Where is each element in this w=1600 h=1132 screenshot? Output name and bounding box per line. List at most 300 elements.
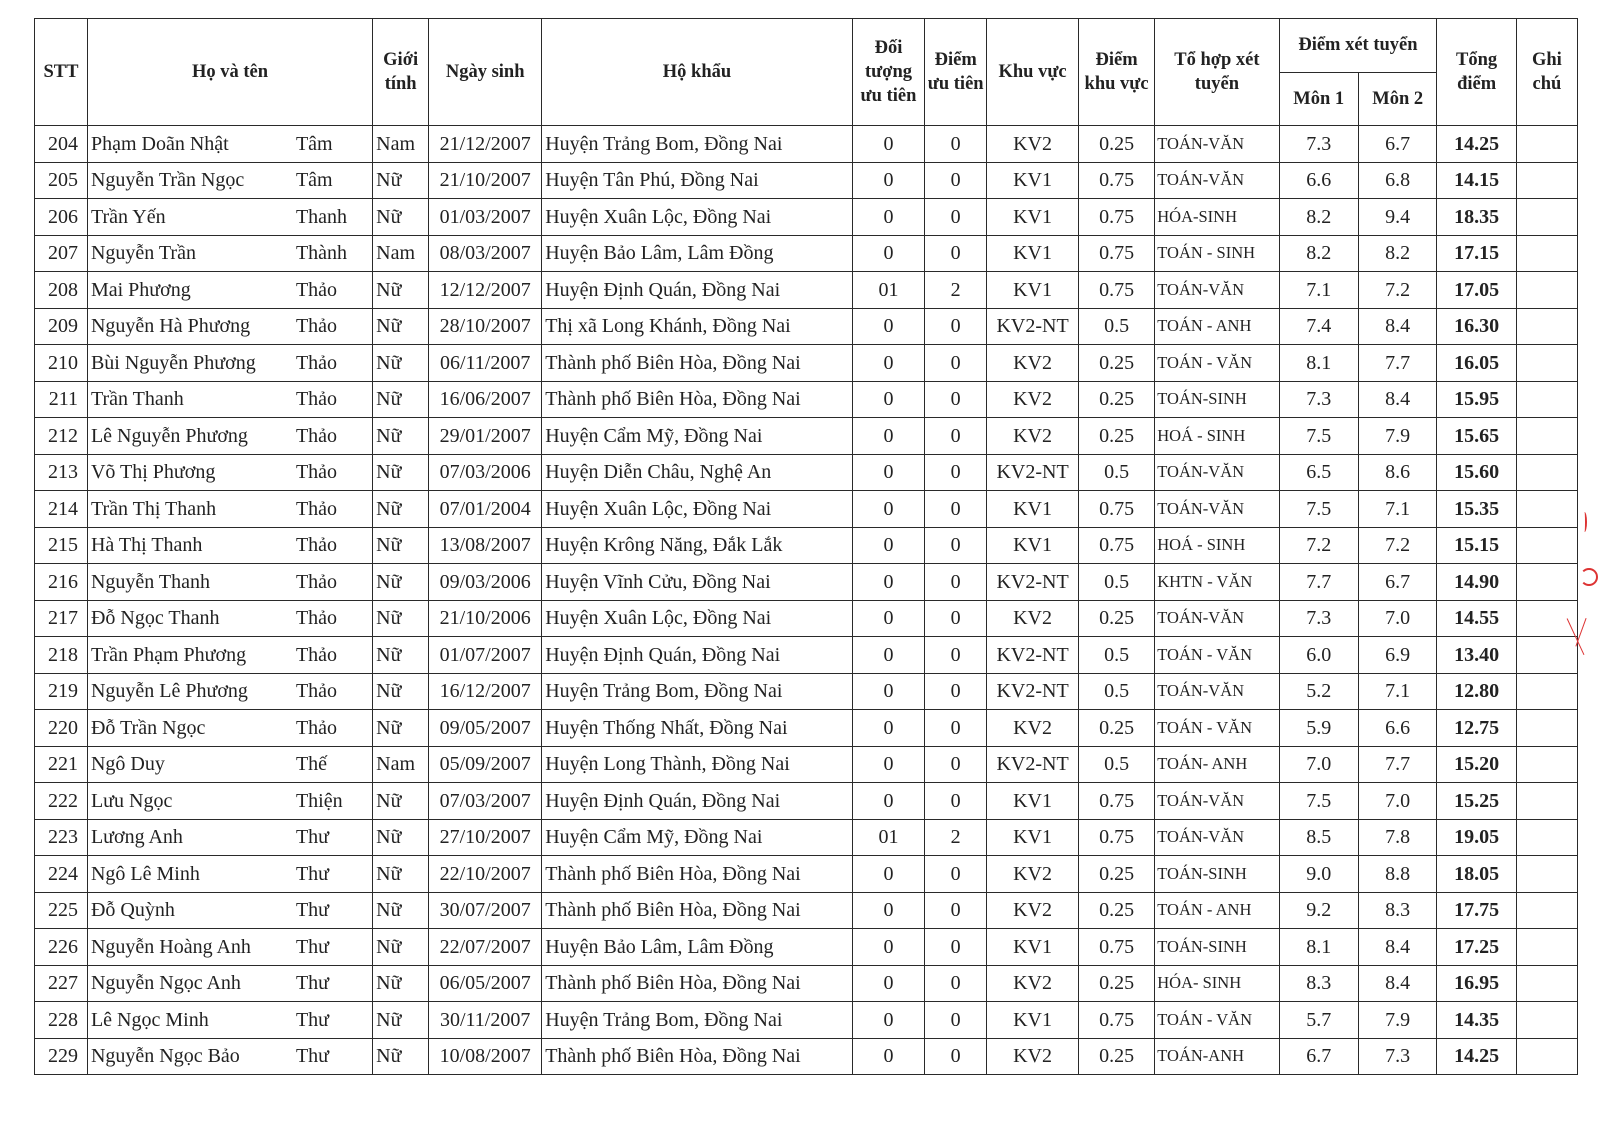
- cell-region: KV2: [987, 381, 1079, 418]
- cell-sex: Nữ: [373, 308, 429, 345]
- cell-subject2: 8.2: [1358, 235, 1436, 272]
- cell-stt: 224: [35, 856, 88, 893]
- cell-priority-points: 0: [925, 1002, 987, 1039]
- cell-priority-group: 0: [852, 929, 924, 966]
- cell-combo: TOÁN-VĂN: [1155, 600, 1279, 637]
- cell-combo: TOÁN-VĂN: [1155, 673, 1279, 710]
- cell-priority-points: 0: [925, 345, 987, 382]
- cell-total: 17.25: [1437, 929, 1516, 966]
- cell-name: [87, 381, 372, 418]
- cell-sex: Nữ: [373, 892, 429, 929]
- cell-dob: 21/12/2007: [429, 126, 542, 163]
- cell-stt: 205: [35, 162, 88, 199]
- cell-priority-group: 0: [852, 710, 924, 747]
- cell-region: KV2-NT: [987, 564, 1079, 601]
- header-combo: Tổ hợp xét tuyển: [1155, 19, 1279, 126]
- cell-region-points: 0.75: [1078, 491, 1154, 528]
- table-row: [35, 162, 1578, 199]
- cell-address: Huyện Tân Phú, Đồng Nai: [542, 162, 853, 199]
- table-row: [35, 1038, 1578, 1075]
- cell-region-points: 0.75: [1078, 1002, 1154, 1039]
- header-region-points: Điểm khu vực: [1078, 19, 1154, 126]
- cell-stt: 213: [35, 454, 88, 491]
- cell-dob: 30/07/2007: [429, 892, 542, 929]
- cell-sex: Nữ: [373, 162, 429, 199]
- cell-combo: HOÁ - SINH: [1155, 527, 1279, 564]
- cell-region-points: 0.25: [1078, 1038, 1154, 1075]
- cell-stt: 218: [35, 637, 88, 674]
- cell-address: Huyện Diễn Châu, Nghệ An: [542, 454, 853, 491]
- cell-region-points: 0.5: [1078, 637, 1154, 674]
- cell-sex: Nữ: [373, 783, 429, 820]
- cell-combo: TOÁN - VĂN: [1155, 637, 1279, 674]
- cell-name: [87, 345, 372, 382]
- table-row: [35, 272, 1578, 309]
- cell-address: Huyện Vĩnh Cửu, Đồng Nai: [542, 564, 853, 601]
- cell-region: KV2: [987, 710, 1079, 747]
- table-row: [35, 929, 1578, 966]
- cell-total: 16.05: [1437, 345, 1516, 382]
- cell-address: Thành phố Biên Hòa, Đồng Nai: [542, 892, 853, 929]
- cell-dob: 07/03/2007: [429, 783, 542, 820]
- cell-name: [87, 929, 372, 966]
- surname: Lê Ngọc Minh: [90, 1008, 209, 1031]
- given-name: Thảo: [295, 716, 338, 739]
- cell-subject1: 5.2: [1279, 673, 1358, 710]
- cell-priority-group: 0: [852, 308, 924, 345]
- cell-priority-points: 0: [925, 491, 987, 528]
- cell-total: 15.95: [1437, 381, 1516, 418]
- given-name: Thảo: [295, 497, 338, 520]
- cell-dob: 21/10/2007: [429, 162, 542, 199]
- cell-priority-group: 0: [852, 673, 924, 710]
- cell-priority-group: 0: [852, 235, 924, 272]
- header-dob: Ngày sinh: [429, 19, 542, 126]
- surname: Đỗ Ngọc Thanh: [90, 607, 220, 630]
- cell-stt: 207: [35, 235, 88, 272]
- surname: Phạm Doãn Nhật: [90, 132, 229, 155]
- cell-subject2: 7.7: [1358, 345, 1436, 382]
- cell-subject2: 7.2: [1358, 272, 1436, 309]
- cell-subject2: 6.6: [1358, 710, 1436, 747]
- cell-combo: HOÁ - SINH: [1155, 418, 1279, 455]
- cell-name: [87, 126, 372, 163]
- cell-sex: Nữ: [373, 491, 429, 528]
- surname: Nguyễn Hà Phương: [90, 315, 251, 338]
- cell-address: Thành phố Biên Hòa, Đồng Nai: [542, 965, 853, 1002]
- cell-region: KV1: [987, 162, 1079, 199]
- cell-subject2: 7.0: [1358, 783, 1436, 820]
- cell-total: 15.20: [1437, 746, 1516, 783]
- cell-priority-group: 0: [852, 1002, 924, 1039]
- cell-sex: Nữ: [373, 965, 429, 1002]
- cell-name: [87, 856, 372, 893]
- cell-region-points: 0.25: [1078, 856, 1154, 893]
- cell-region-points: 0.5: [1078, 673, 1154, 710]
- table-row: [35, 783, 1578, 820]
- given-name: Thành: [295, 242, 348, 265]
- cell-dob: 09/03/2006: [429, 564, 542, 601]
- cell-total: 17.75: [1437, 892, 1516, 929]
- surname: Ngô Duy: [90, 753, 165, 776]
- cell-dob: 06/11/2007: [429, 345, 542, 382]
- cell-region-points: 0.25: [1078, 710, 1154, 747]
- cell-priority-points: 0: [925, 710, 987, 747]
- cell-region-points: 0.75: [1078, 783, 1154, 820]
- given-name: Thư: [295, 826, 330, 849]
- cell-address: Huyện Thống Nhất, Đồng Nai: [542, 710, 853, 747]
- cell-region: KV2: [987, 600, 1079, 637]
- given-name: Thảo: [295, 351, 338, 374]
- cell-priority-points: 0: [925, 235, 987, 272]
- cell-sex: Nữ: [373, 527, 429, 564]
- cell-region: KV1: [987, 929, 1079, 966]
- given-name: Thảo: [295, 315, 338, 338]
- cell-region: KV2: [987, 965, 1079, 1002]
- cell-note: [1516, 892, 1577, 929]
- cell-sex: Nữ: [373, 199, 429, 236]
- cell-priority-group: 0: [852, 783, 924, 820]
- cell-priority-points: 2: [925, 819, 987, 856]
- cell-note: [1516, 1038, 1577, 1075]
- cell-priority-points: 0: [925, 527, 987, 564]
- cell-subject2: 7.9: [1358, 1002, 1436, 1039]
- table-row: [35, 892, 1578, 929]
- cell-region-points: 0.5: [1078, 564, 1154, 601]
- cell-subject1: 9.0: [1279, 856, 1358, 893]
- cell-sex: Nữ: [373, 564, 429, 601]
- cell-sex: Nữ: [373, 1038, 429, 1075]
- cell-subject2: 8.6: [1358, 454, 1436, 491]
- cell-region: KV1: [987, 491, 1079, 528]
- cell-region: KV2-NT: [987, 746, 1079, 783]
- cell-region-points: 0.75: [1078, 527, 1154, 564]
- surname: Võ Thị Phương: [90, 461, 216, 484]
- cell-subject2: 7.9: [1358, 418, 1436, 455]
- cell-combo: TOÁN-VĂN: [1155, 162, 1279, 199]
- given-name: Thư: [295, 972, 330, 995]
- cell-stt: 229: [35, 1038, 88, 1075]
- table-row: [35, 126, 1578, 163]
- cell-region: KV2: [987, 892, 1079, 929]
- cell-stt: 212: [35, 418, 88, 455]
- cell-address: Huyện Long Thành, Đồng Nai: [542, 746, 853, 783]
- cell-name: [87, 673, 372, 710]
- cell-total: 14.25: [1437, 126, 1516, 163]
- cell-name: [87, 1038, 372, 1075]
- table-row: [35, 856, 1578, 893]
- cell-region-points: 0.25: [1078, 381, 1154, 418]
- cell-note: [1516, 783, 1577, 820]
- cell-address: Huyện Trảng Bom, Đồng Nai: [542, 126, 853, 163]
- surname: Lưu Ngọc: [90, 789, 173, 812]
- cell-sex: Nam: [373, 235, 429, 272]
- cell-region: KV1: [987, 235, 1079, 272]
- cell-total: 18.05: [1437, 856, 1516, 893]
- cell-priority-points: 0: [925, 929, 987, 966]
- cell-combo: TOÁN - VĂN: [1155, 710, 1279, 747]
- cell-name: [87, 965, 372, 1002]
- cell-stt: 225: [35, 892, 88, 929]
- cell-address: Huyện Xuân Lộc, Đồng Nai: [542, 199, 853, 236]
- cell-subject1: 8.1: [1279, 929, 1358, 966]
- cell-name: [87, 1002, 372, 1039]
- cell-sex: Nữ: [373, 710, 429, 747]
- cell-total: 12.75: [1437, 710, 1516, 747]
- cell-note: [1516, 126, 1577, 163]
- cell-dob: 13/08/2007: [429, 527, 542, 564]
- cell-subject1: 8.2: [1279, 199, 1358, 236]
- cell-note: [1516, 819, 1577, 856]
- surname: Nguyễn Trần Ngọc: [90, 169, 245, 192]
- cell-dob: 29/01/2007: [429, 418, 542, 455]
- cell-region-points: 0.5: [1078, 454, 1154, 491]
- cell-sex: Nam: [373, 746, 429, 783]
- cell-address: Huyện Định Quán, Đồng Nai: [542, 272, 853, 309]
- cell-subject1: 7.5: [1279, 418, 1358, 455]
- cell-combo: TOÁN - VĂN: [1155, 1002, 1279, 1039]
- table-row: [35, 600, 1578, 637]
- cell-region: KV1: [987, 527, 1079, 564]
- cell-note: [1516, 454, 1577, 491]
- cell-stt: 216: [35, 564, 88, 601]
- cell-priority-points: 0: [925, 162, 987, 199]
- table-row: [35, 345, 1578, 382]
- given-name: Thảo: [295, 424, 338, 447]
- cell-address: Huyện Cẩm Mỹ, Đồng Nai: [542, 819, 853, 856]
- table-row: [35, 491, 1578, 528]
- cell-priority-group: 0: [852, 418, 924, 455]
- cell-dob: 22/10/2007: [429, 856, 542, 893]
- cell-region: KV1: [987, 1002, 1079, 1039]
- cell-address: Huyện Trảng Bom, Đồng Nai: [542, 1002, 853, 1039]
- cell-total: 14.25: [1437, 1038, 1516, 1075]
- given-name: Thảo: [295, 534, 338, 557]
- cell-note: [1516, 637, 1577, 674]
- cell-subject2: 8.4: [1358, 929, 1436, 966]
- cell-note: [1516, 199, 1577, 236]
- cell-note: [1516, 308, 1577, 345]
- cell-sex: Nam: [373, 126, 429, 163]
- given-name: Thế: [295, 753, 328, 776]
- cell-subject1: 6.6: [1279, 162, 1358, 199]
- cell-dob: 07/01/2004: [429, 491, 542, 528]
- surname: Trần Yến: [90, 205, 166, 228]
- surname: Trần Phạm Phương: [90, 643, 247, 666]
- cell-name: [87, 527, 372, 564]
- cell-priority-points: 2: [925, 272, 987, 309]
- cell-stt: 223: [35, 819, 88, 856]
- given-name: Thảo: [295, 607, 338, 630]
- given-name: Thư: [295, 1045, 330, 1068]
- cell-region: KV1: [987, 199, 1079, 236]
- cell-subject1: 7.3: [1279, 381, 1358, 418]
- table-row: [35, 418, 1578, 455]
- surname: Hà Thị Thanh: [90, 534, 203, 557]
- cell-subject2: 7.8: [1358, 819, 1436, 856]
- cell-region-points: 0.75: [1078, 235, 1154, 272]
- cell-name: [87, 162, 372, 199]
- cell-priority-points: 0: [925, 965, 987, 1002]
- cell-total: 18.35: [1437, 199, 1516, 236]
- cell-note: [1516, 235, 1577, 272]
- cell-priority-group: 0: [852, 126, 924, 163]
- cell-total: 12.80: [1437, 673, 1516, 710]
- cell-priority-points: 0: [925, 673, 987, 710]
- table-row: [35, 673, 1578, 710]
- table-row: [35, 308, 1578, 345]
- cell-priority-points: 0: [925, 381, 987, 418]
- cell-name: [87, 819, 372, 856]
- cell-total: 14.35: [1437, 1002, 1516, 1039]
- cell-priority-points: 0: [925, 600, 987, 637]
- cell-subject2: 9.4: [1358, 199, 1436, 236]
- given-name: Thảo: [295, 680, 338, 703]
- cell-stt: 210: [35, 345, 88, 382]
- cell-priority-group: 0: [852, 892, 924, 929]
- cell-name: [87, 454, 372, 491]
- surname: Trần Thanh: [90, 388, 184, 411]
- cell-name: [87, 892, 372, 929]
- cell-region-points: 0.75: [1078, 819, 1154, 856]
- cell-subject2: 7.3: [1358, 1038, 1436, 1075]
- cell-subject2: 6.9: [1358, 637, 1436, 674]
- given-name: Thư: [295, 1008, 330, 1031]
- cell-dob: 10/08/2007: [429, 1038, 542, 1075]
- cell-name: [87, 783, 372, 820]
- cell-total: 17.05: [1437, 272, 1516, 309]
- cell-name: [87, 491, 372, 528]
- given-name: Thiện: [295, 789, 343, 812]
- cell-stt: 211: [35, 381, 88, 418]
- cell-subject1: 7.3: [1279, 600, 1358, 637]
- cell-subject2: 7.0: [1358, 600, 1436, 637]
- cell-region-points: 0.75: [1078, 199, 1154, 236]
- cell-sex: Nữ: [373, 929, 429, 966]
- cell-note: [1516, 381, 1577, 418]
- cell-stt: 222: [35, 783, 88, 820]
- cell-note: [1516, 746, 1577, 783]
- table-row: [35, 564, 1578, 601]
- cell-priority-group: 0: [852, 454, 924, 491]
- cell-note: [1516, 527, 1577, 564]
- cell-priority-points: 0: [925, 454, 987, 491]
- cell-total: 16.95: [1437, 965, 1516, 1002]
- cell-sex: Nữ: [373, 600, 429, 637]
- red-stamp-fragment: [1570, 500, 1600, 680]
- given-name: Thư: [295, 862, 330, 885]
- cell-note: [1516, 491, 1577, 528]
- cell-priority-group: 0: [852, 965, 924, 1002]
- header-region: Khu vực: [987, 19, 1079, 126]
- cell-name: [87, 308, 372, 345]
- cell-name: [87, 746, 372, 783]
- cell-dob: 01/07/2007: [429, 637, 542, 674]
- cell-combo: TOÁN-VĂN: [1155, 272, 1279, 309]
- cell-address: Huyện Xuân Lộc, Đồng Nai: [542, 600, 853, 637]
- header-priority-group: Đối tượng ưu tiên: [852, 19, 924, 126]
- cell-combo: TOÁN-VĂN: [1155, 126, 1279, 163]
- cell-total: 17.15: [1437, 235, 1516, 272]
- cell-combo: TOÁN-VĂN: [1155, 454, 1279, 491]
- cell-combo: TOÁN-VĂN: [1155, 783, 1279, 820]
- cell-name: [87, 418, 372, 455]
- cell-subject2: 7.1: [1358, 673, 1436, 710]
- given-name: Thư: [295, 899, 330, 922]
- surname: Ngô Lê Minh: [90, 862, 200, 885]
- cell-note: [1516, 564, 1577, 601]
- cell-combo: TOÁN - ANH: [1155, 892, 1279, 929]
- cell-priority-group: 0: [852, 381, 924, 418]
- given-name: Thảo: [295, 461, 338, 484]
- cell-name: [87, 564, 372, 601]
- cell-combo: TOÁN-VĂN: [1155, 491, 1279, 528]
- admission-results-table: [34, 18, 1578, 1075]
- cell-subject2: 6.7: [1358, 564, 1436, 601]
- table-row: [35, 710, 1578, 747]
- given-name: Thảo: [295, 643, 338, 666]
- cell-priority-points: 0: [925, 308, 987, 345]
- cell-sex: Nữ: [373, 1002, 429, 1039]
- cell-name: [87, 199, 372, 236]
- given-name: Thảo: [295, 570, 338, 593]
- cell-priority-group: 0: [852, 564, 924, 601]
- cell-region: KV2: [987, 418, 1079, 455]
- cell-region: KV2: [987, 345, 1079, 382]
- cell-combo: KHTN - VĂN: [1155, 564, 1279, 601]
- header-admission-scores: Điểm xét tuyển: [1279, 19, 1437, 73]
- cell-address: Huyện Cẩm Mỹ, Đồng Nai: [542, 418, 853, 455]
- cell-total: 15.15: [1437, 527, 1516, 564]
- cell-subject1: 7.5: [1279, 783, 1358, 820]
- cell-priority-points: 0: [925, 199, 987, 236]
- cell-region-points: 0.25: [1078, 600, 1154, 637]
- surname: Nguyễn Hoàng Anh: [90, 935, 251, 958]
- cell-subject2: 8.8: [1358, 856, 1436, 893]
- cell-sex: Nữ: [373, 381, 429, 418]
- cell-priority-points: 0: [925, 856, 987, 893]
- cell-total: 19.05: [1437, 819, 1516, 856]
- cell-dob: 12/12/2007: [429, 272, 542, 309]
- header-subject2: Môn 2: [1358, 73, 1436, 126]
- cell-note: [1516, 345, 1577, 382]
- cell-subject2: 8.3: [1358, 892, 1436, 929]
- surname: Lê Nguyễn Phương: [90, 424, 248, 447]
- table-row: [35, 454, 1578, 491]
- cell-address: Thị xã Long Khánh, Đồng Nai: [542, 308, 853, 345]
- cell-stt: 221: [35, 746, 88, 783]
- cell-region-points: 0.25: [1078, 418, 1154, 455]
- cell-subject2: 6.8: [1358, 162, 1436, 199]
- cell-stt: 214: [35, 491, 88, 528]
- cell-total: 13.40: [1437, 637, 1516, 674]
- cell-dob: 27/10/2007: [429, 819, 542, 856]
- cell-region: KV2-NT: [987, 673, 1079, 710]
- cell-priority-points: 0: [925, 1038, 987, 1075]
- cell-address: Huyện Trảng Bom, Đồng Nai: [542, 673, 853, 710]
- surname: Nguyễn Thanh: [90, 570, 211, 593]
- cell-priority-group: 0: [852, 856, 924, 893]
- surname: Mai Phương: [90, 278, 191, 301]
- cell-stt: 228: [35, 1002, 88, 1039]
- cell-sex: Nữ: [373, 345, 429, 382]
- cell-region-points: 0.75: [1078, 272, 1154, 309]
- cell-priority-group: 0: [852, 637, 924, 674]
- cell-stt: 227: [35, 965, 88, 1002]
- cell-subject1: 7.0: [1279, 746, 1358, 783]
- cell-sex: Nữ: [373, 272, 429, 309]
- surname: Nguyễn Ngọc Anh: [90, 972, 241, 995]
